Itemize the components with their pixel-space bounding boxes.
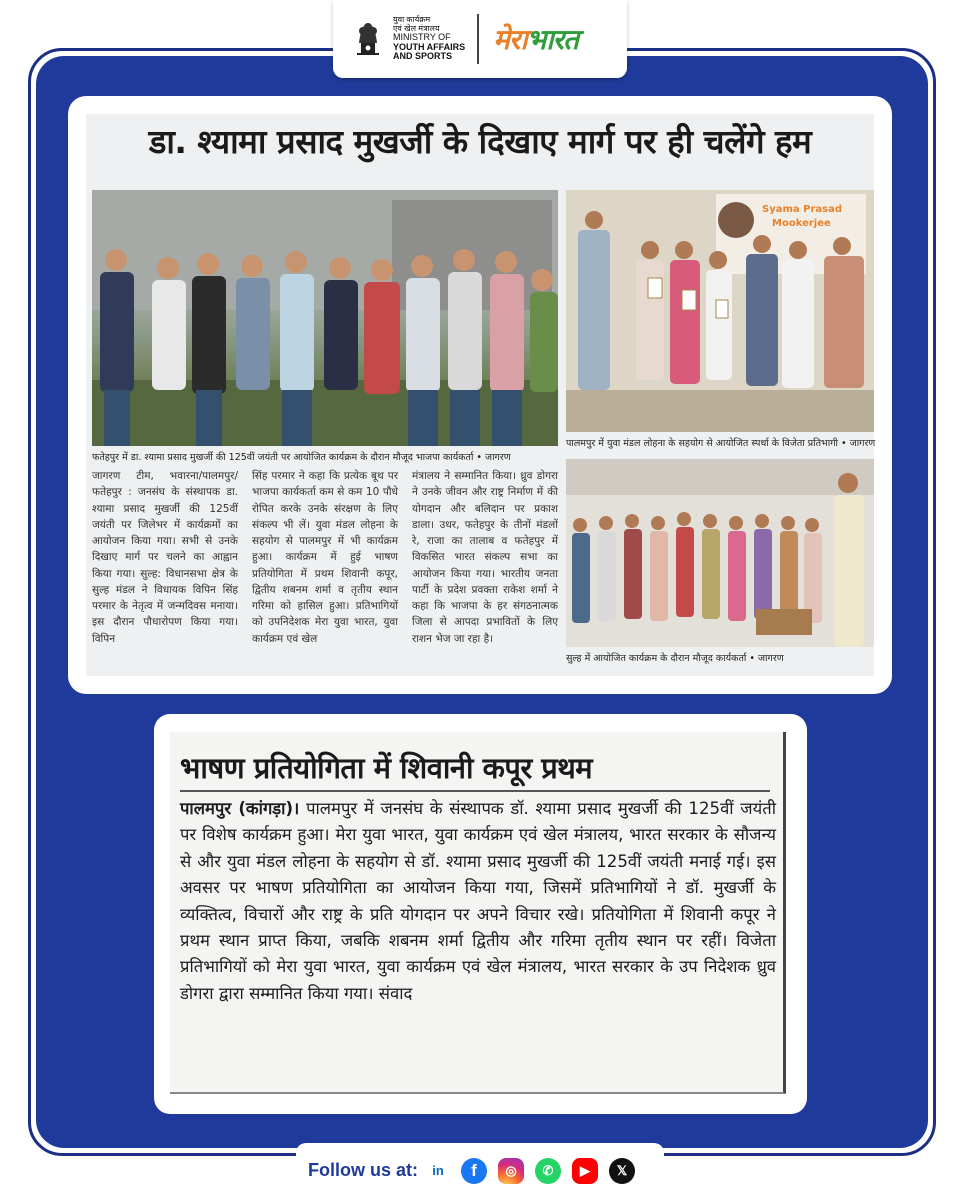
article-column-1: जागरण टीम, भवारना/पालमपुर/फतेहपुर : जनसंघ के संस्थापक डा. श्यामा प्रसाद मुखर्जी की 125वीं जयंती पर जिलेभर में कार्यक्रमों का आयोजन किया गया। सभी से उनके दिखाए मार्ग पर चलने का आह्वान किया गया। सुल्ह: विधानसभा क्षेत्र के सुल्ह मंडल ने विधायक विपिन सिंह परमार के नेतृत्व में जन्मदिवस मनाया। इस दौरान पौधारोपण किया गया। विपिन xyxy=(92,470,238,645)
group-photo-fatehpur xyxy=(92,190,558,446)
national-emblem-icon xyxy=(351,13,385,65)
headline-rule xyxy=(180,790,770,792)
caption-photo-b: पालमपुर में युवा मंडल लोहना के सहयोग से आयोजित स्पर्धा के विजेता प्रतिभागी • जागरण xyxy=(566,438,876,449)
clipping2-text: पालमपुर में जनसंघ के संस्थापक डॉ. श्यामा प्रसाद मुखर्जी की 125वीं जयंती पर विशेष कार्यक्रम हुआ। मेरा युवा भारत, युवा कार्यक्रम एवं खेल मंत्रालय, भारत सरकार के सौजन्य से और युवा मंडल लोहना के सहयोग से डॉ. श्यामा प्रसाद मुखर्जी की 125वीं जयंती मनाई गई। इस अवसर पर भाषण प्रतियोगिता का आयोजन किया गया, जिसमें प्रतिभागियों ने डॉ. मुखर्जी के व्यक्तित्व, विचारों और राष्ट्र के प्रति योगदान पर अपने विचार रखे। प्रतियोगिता में शिवानी कपूर ने प्रथम स्थान प्राप्त किया, जबकि शबनम शर्मा द्वितीय और गरिमा तृतीय स्थान पर रहीं। विजेता प्रतिभागियों को मेरा युवा भारत, युवा कार्यक्रम एवं खेल मंत्रालय, भारत सरकार के उप निदेशक ध्रुव डोगरा द्वारा सम्मानित किया गया। संवाद xyxy=(180,799,777,1003)
article-column-3: मंत्रालय ने सम्मानित किया। ध्रुव डोगरा ने उनके जीवन और राष्ट्र निर्माण में की योगदान और बलिदान पर प्रकाश डाला। उधर, फतेहपुर के तीनों मंडलों रे, राजा का तालाब व फतेहपुर में विकसित भारत संकल्प सभा का आयोजन किया गया। भारतीय जनता पार्टी के प्रदेश प्रवक्ता राकेश शर्मा ने कहा कि भाजपा के हर संगठनात्मक जिला से आपदा प्रभावितों के लिए राशन भेज जा रहा है। xyxy=(412,470,558,645)
youtube-icon[interactable]: ▶ xyxy=(572,1158,598,1184)
newspaper-clipping-2 xyxy=(170,732,786,1094)
linkedin-icon[interactable]: in xyxy=(426,1158,450,1184)
svg-text:Mookerjee: Mookerjee xyxy=(772,218,831,229)
clipping2-dateline: पालमपुर (कांगड़ा)। xyxy=(180,799,300,818)
x-icon[interactable]: 𝕏 xyxy=(609,1158,635,1184)
brand-prefix: मेरा xyxy=(493,23,527,56)
banner-text: Syama Prasad xyxy=(762,204,842,215)
logo-divider xyxy=(477,14,479,64)
winners-photo-drawing xyxy=(566,190,874,432)
ministry-name xyxy=(393,16,465,61)
ministry-hi-line1: युवा कार्यक्रम xyxy=(393,15,431,25)
brand-name: भारत xyxy=(526,23,578,56)
whatsapp-icon[interactable]: ✆ xyxy=(535,1158,561,1184)
article-column-2: सिंह परमार ने कहा कि प्रत्येक बूथ पर भाजपा कार्यकर्ता कम से कम 10 पौधे रोपित करके उनके संरक्षण के लिए संकल्प भी लें। युवा मंडल लोहना के सहयोग से पालमपुर में भी कार्यक्रम हुआ। कार्यक्रम में हुई भाषण प्रतियोगिता में प्रथम शिवानी कपूर, द्वितीय शबनम शर्मा व तृतीय स्थान गरिमा को हासिल हुआ। प्रतिभागियों को उपनिदेशक मेरा युवा भारत, युवा कार्यक्रम एवं खेल xyxy=(252,470,398,645)
clipping1-article xyxy=(92,468,558,668)
header-logo-tab xyxy=(333,0,627,78)
audience-photo-sulah xyxy=(566,459,874,647)
follow-label: Follow us at: xyxy=(308,1160,418,1180)
ministry-en-line2: YOUTH AFFAIRS xyxy=(393,41,466,52)
winners-photo-palampur xyxy=(566,190,874,432)
facebook-icon[interactable]: f xyxy=(461,1158,487,1184)
clipping1-headline: डा. श्यामा प्रसाद मुखर्जी के दिखाए मार्ग पर ही चलेंगे हम xyxy=(148,122,812,161)
newspaper-clipping-1 xyxy=(86,114,874,676)
clipping2-body xyxy=(180,796,776,1007)
mybharat-logo xyxy=(493,20,578,58)
instagram-icon[interactable]: ◎ xyxy=(498,1158,524,1184)
ministry-en-line1: MINISTRY OF xyxy=(393,32,451,43)
footer-social-bar xyxy=(296,1143,664,1198)
ministry-hi-line2: एवं खेल मंत्रालय xyxy=(393,23,440,33)
ministry-en-line3: AND SPORTS xyxy=(393,51,453,62)
clipping2-headline: भाषण प्रतियोगिता में शिवानी कपूर प्रथम xyxy=(180,751,593,785)
audience-photo-drawing xyxy=(566,459,874,647)
caption-photo-c: सुल्ह में आयोजित कार्यक्रम के दौरान मौजूद कार्यकर्ता • जागरण xyxy=(566,653,784,664)
group-photo-drawing xyxy=(92,190,558,446)
caption-photo-a: फतेहपुर में डा. श्यामा प्रसाद मुखर्जी की 125वीं जयंती पर आयोजित कार्यक्रम के दौरान मौजूद भाजपा कार्यकर्ता • जागरण xyxy=(92,452,511,463)
